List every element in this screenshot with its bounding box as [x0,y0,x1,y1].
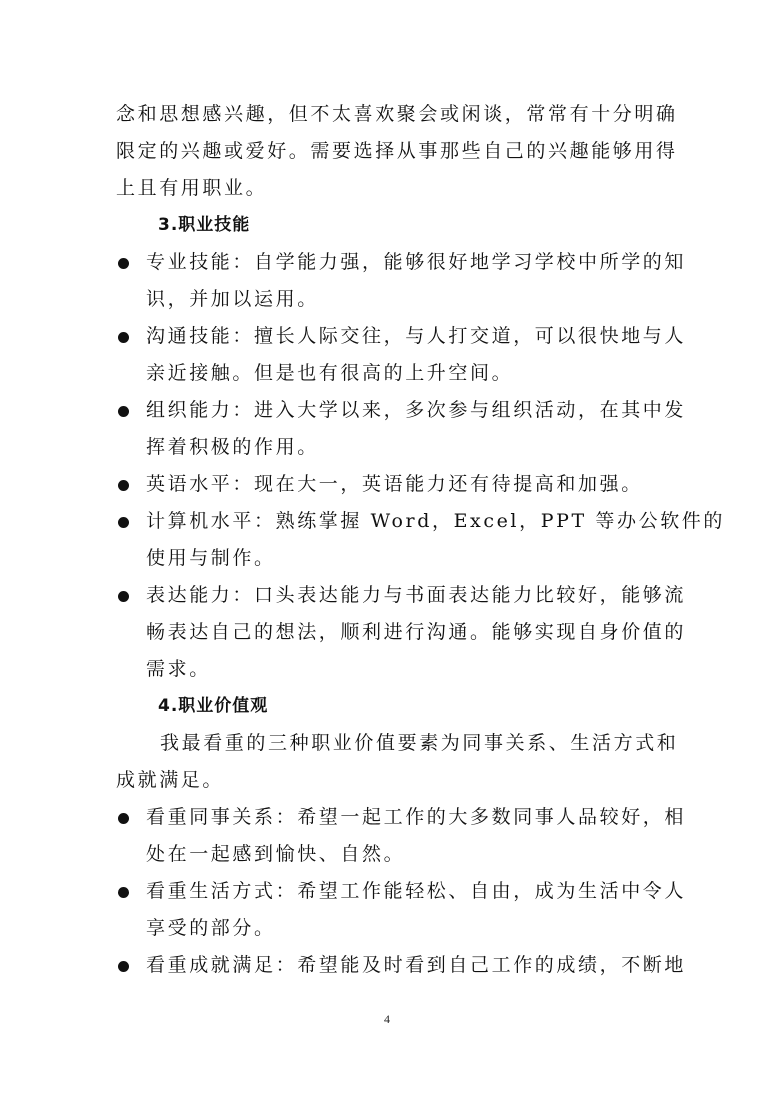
page-number: 4 [384,1012,390,1026]
text-line: 念和思想感兴趣，但不太喜欢聚会或闲谈，常常有十分明确 [116,103,678,125]
bullet-item [116,873,687,947]
text-line: 计算机水平：熟练掌握 Word，Excel，PPT 等办公软件的 [146,510,725,532]
text-line: 上且有用职业。 [116,177,268,199]
text-line: 限定的兴趣或爱好。需要选择从事那些自己的兴趣能够用得 [116,140,678,162]
text-line: 沟通技能：擅长人际交往，与人打交道，可以很快地与人 [146,325,687,347]
bullet-icon [118,480,129,491]
bullet-icon [118,887,129,898]
intro-paragraph [116,96,678,207]
text-line: 使用与制作。 [146,547,276,569]
text-line: 我最看重的三种职业价值要素为同事关系、生活方式和 [160,732,679,754]
text-line: 成就满足。 [116,769,225,791]
text-line: 看重生活方式：希望工作能轻松、自由，成为生活中令人 [146,880,687,902]
text-line: 处在一起感到愉快、自然。 [146,843,406,865]
bullet-item [116,577,687,688]
bullet-item [116,503,725,577]
text-line: 需求。 [146,658,211,680]
text-line: 英语水平：现在大一，英语能力还有待提高和加强。 [146,473,643,495]
bullet-item [116,244,687,318]
text-line: 看重成就满足：希望能及时看到自己工作的成绩，不断地 [146,954,687,976]
bullet-icon [118,406,129,417]
bullet-icon [118,258,129,269]
section-heading-values: 4.职业价值观 [158,696,269,716]
text-line: 组织能力：进入大学以来，多次参与组织活动，在其中发 [146,399,687,421]
document-body [116,96,725,984]
bullet-icon [118,591,129,602]
text-line: 亲近接触。但是也有很高的上升空间。 [146,362,514,384]
bullet-item [116,318,687,392]
bullet-item [116,799,687,873]
text-line: 专业技能：自学能力强，能够很好地学习学校中所学的知 [146,251,687,273]
bullet-item [116,392,687,466]
text-line: 挥着积极的作用。 [146,436,319,458]
bullet-item [116,947,687,984]
bullet-icon [118,332,129,343]
text-line: 识，并加以运用。 [146,288,319,310]
bullet-item [116,466,664,503]
text-line: 看重同事关系：希望一起工作的大多数同事人品较好，相 [146,806,687,828]
text-line: 表达能力：口头表达能力与书面表达能力比较好，能够流 [146,584,687,606]
values-paragraph [116,725,679,799]
text-line: 享受的部分。 [146,917,276,939]
text-line: 畅表达自己的想法，顺利进行沟通。能够实现自身价值的 [146,621,687,643]
bullet-icon [118,813,129,824]
section-heading-skills: 3.职业技能 [158,215,251,235]
bullet-icon [118,961,129,972]
bullet-icon [118,517,129,528]
